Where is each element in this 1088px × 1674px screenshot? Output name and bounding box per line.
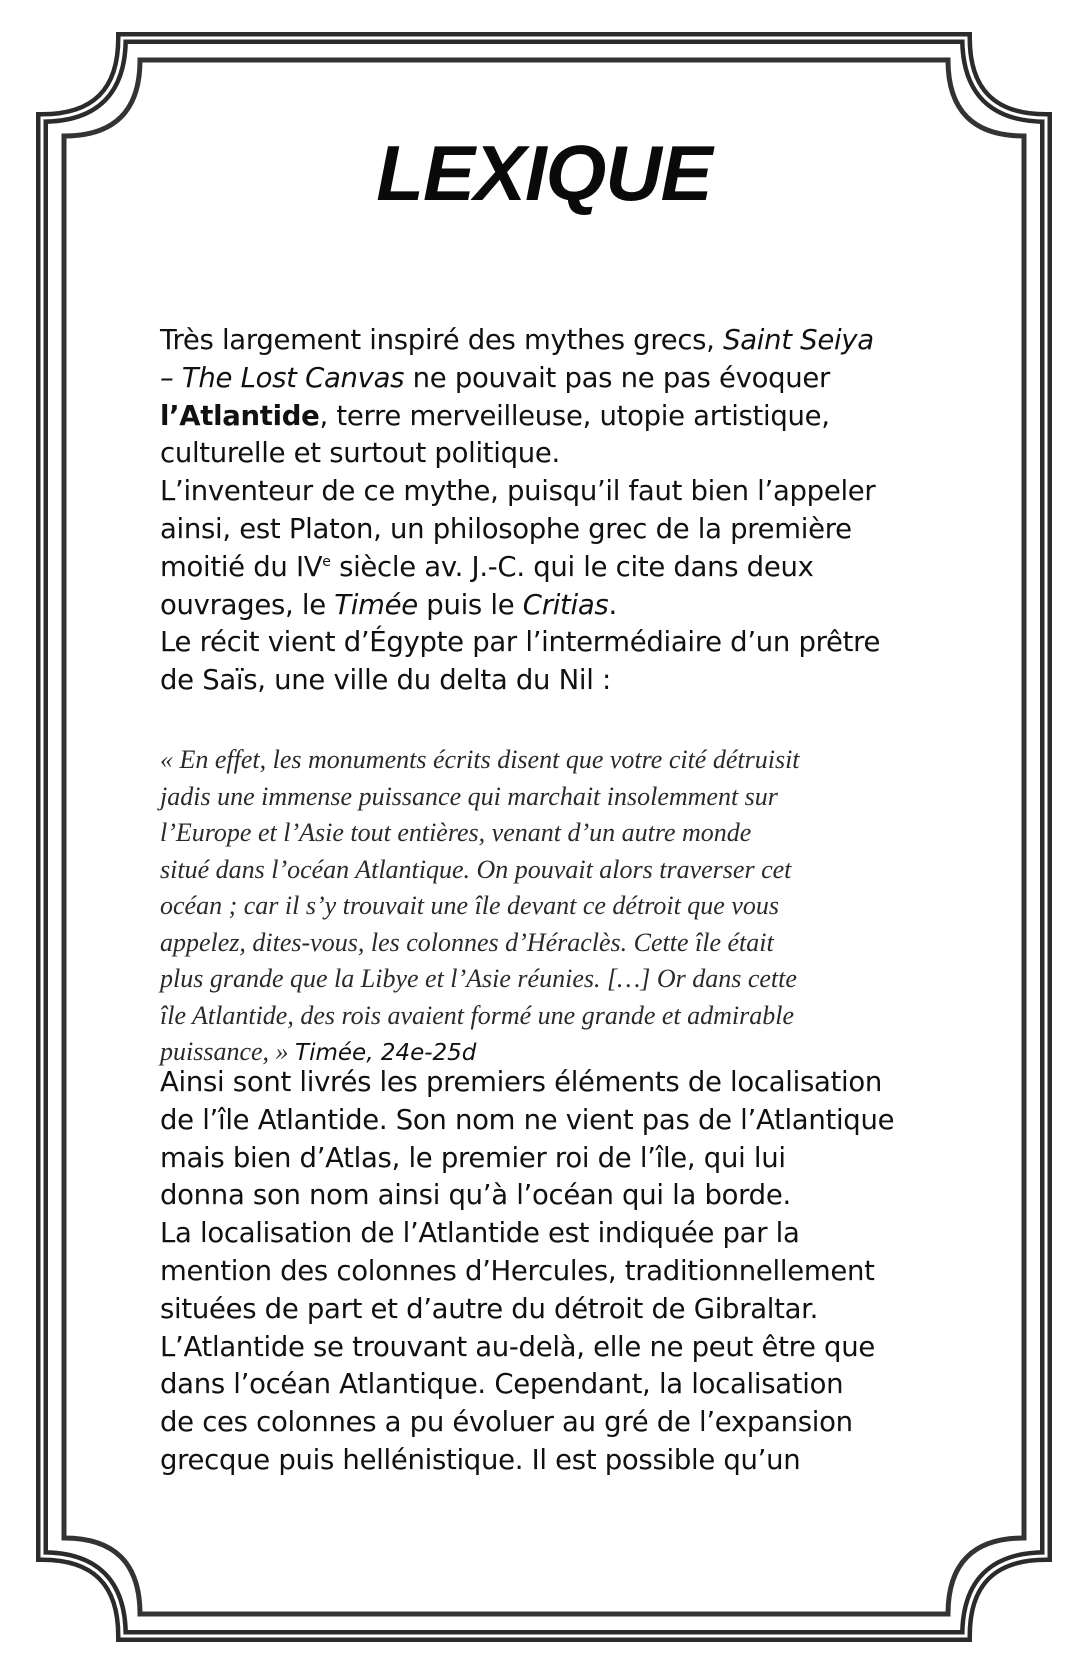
- quote-line: appelez, dites-vous, les colonnes d’Héraclès. Cette île était: [160, 927, 774, 957]
- intro-line: de Saïs, une ville du delta du Nil :: [160, 664, 611, 697]
- intro-line: [160, 360, 920, 398]
- intro-line: [160, 322, 920, 360]
- intro-line: culturelle et surtout politique.: [160, 437, 560, 470]
- intro-line: ainsi, est Platon, un philosophe grec de la première: [160, 512, 852, 545]
- conclusion-line: L’Atlantide se trouvant au-delà, elle ne peut être que: [160, 1330, 875, 1363]
- quote-line: île Atlantide, des rois avaient formé une grande et admirable: [160, 1000, 795, 1030]
- work-title: Saint Seiya: [723, 324, 874, 356]
- quote-source: [295, 1040, 476, 1066]
- text-span: Très largement inspiré des mythes grecs,: [160, 324, 724, 356]
- platon-quote: [160, 742, 920, 1072]
- work-title: Critias: [522, 588, 609, 621]
- text-span: puissance, »: [160, 1037, 289, 1066]
- text-span: puis le: [417, 588, 523, 621]
- quote-line: océan ; car il s’y trouvait une île devant ce détroit que vous: [160, 891, 779, 920]
- intro-line: [160, 587, 920, 625]
- page-title: LEXIQUE: [376, 129, 712, 217]
- text-span: siècle av. J.-C. qui le cite dans deux: [330, 550, 814, 583]
- intro-line: Le récit vient d’Égypte par l’intermédiaire d’un prêtre: [160, 626, 881, 659]
- text-span: moitié du IV: [160, 550, 323, 583]
- source-title: Timée: [295, 1040, 367, 1066]
- intro-line: L’inventeur de ce mythe, puisqu’il faut bien l’appeler: [160, 475, 876, 508]
- conclusion-line: La localisation de l’Atlantide est indiquée par la: [160, 1217, 800, 1250]
- conclusion-line: mais bien d’Atlas, le premier roi de l’île, qui lui: [160, 1141, 786, 1174]
- quote-line: situé dans l’océan Atlantique. On pouvait alors traverser cet: [160, 854, 792, 884]
- intro-line: [160, 549, 920, 587]
- quote-line: « En effet, les monuments écrits disent que votre cité détruisit: [160, 745, 800, 774]
- conclusion-line: donna son nom ainsi qu’à l’océan qui la borde.: [160, 1179, 791, 1212]
- work-title: – The Lost Canvas: [160, 361, 405, 394]
- conclusion-line: dans l’océan Atlantique. Cependant, la localisation: [160, 1368, 844, 1401]
- source-reference: , 24e-25d: [366, 1040, 477, 1066]
- keyword-term: l’Atlantide: [160, 399, 320, 432]
- text-span: .: [608, 588, 617, 621]
- intro-line: [160, 398, 920, 436]
- text-span: ne pouvait pas ne pas évoquer: [404, 361, 831, 394]
- intro-paragraph: [160, 322, 920, 700]
- conclusion-line: de l’île Atlantide. Son nom ne vient pas de l’Atlantique: [160, 1103, 895, 1136]
- text-span: ouvrages, le: [160, 588, 335, 621]
- work-title: Timée: [334, 588, 418, 621]
- conclusion-line: de ces colonnes a pu évoluer au gré de l’expansion: [160, 1406, 853, 1439]
- conclusion-paragraph: [160, 1064, 920, 1480]
- quote-line: l’Europe et l’Asie tout entières, venant d’un autre monde: [160, 818, 752, 847]
- superscript: e: [322, 553, 331, 570]
- text-span: , terre merveilleuse, utopie artistique,: [319, 399, 830, 432]
- quote-line: jadis une immense puissance qui marchait insolemment sur: [160, 781, 778, 811]
- conclusion-line: grecque puis hellénistique. Il est possible qu’un: [160, 1443, 801, 1476]
- conclusion-line: situées de part et d’autre du détroit de Gibraltar.: [160, 1292, 819, 1325]
- quote-line: plus grande que la Libye et l’Asie réunies. […] Or dans cette: [160, 964, 797, 993]
- conclusion-line: Ainsi sont livrés les premiers éléments de localisation: [160, 1066, 883, 1098]
- conclusion-line: mention des colonnes d’Hercules, traditionnellement: [160, 1254, 875, 1287]
